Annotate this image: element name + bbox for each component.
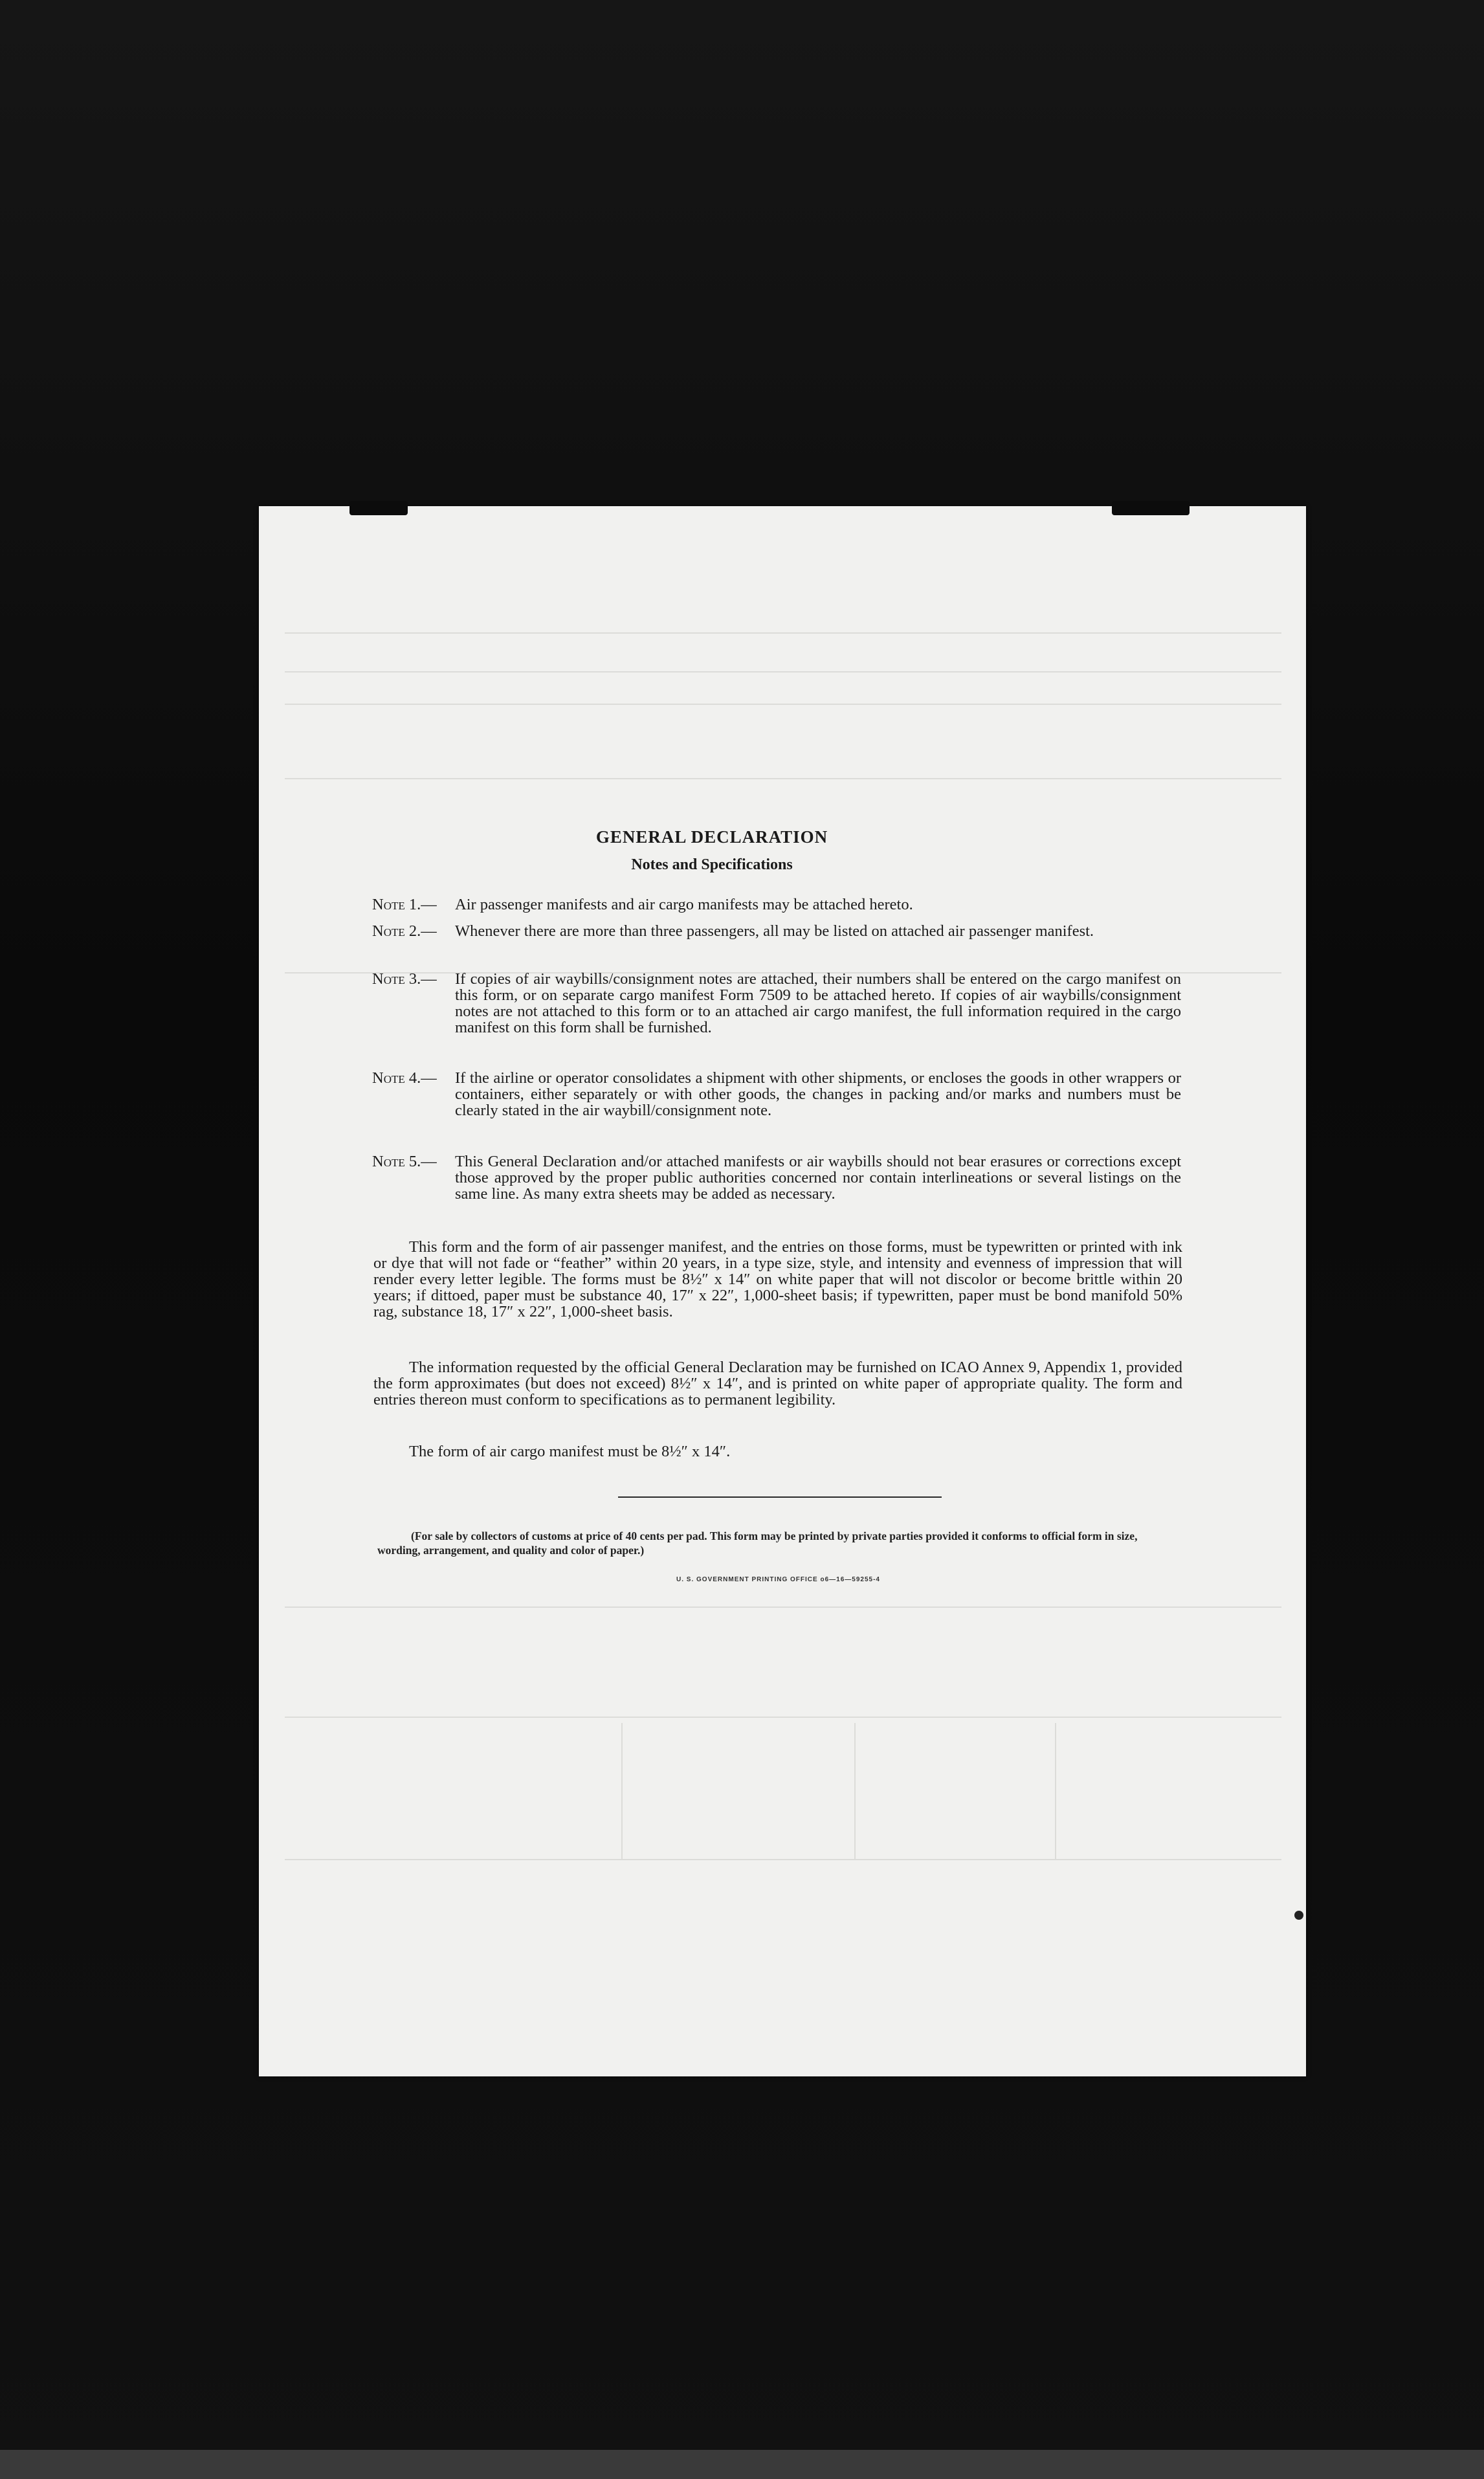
bleed-through-line [285,632,1281,634]
note-4 [372,1070,1181,1144]
bleed-through-line [1055,1723,1056,1859]
note-3 [372,971,1181,1062]
note-label: Note 1.— [372,896,437,913]
note-1 [372,896,1181,916]
page-title: GENERAL DECLARATION [595,827,828,847]
paragraph-form-specifications: This form and the form of air passenger manifest, and the entries on those forms, must be typewritten or printed with ink or dye that will not fade or “feather” within 20 years, in a type size, style, and intensity and evenness of impression that will render every letter legible. The forms must be 8½″ x 14″ on white paper that will not discolor or become brittle within 20 years; if dittoed, paper must be substance 40, 17″ x 22″, 1,000-sheet basis; if typewritten, paper must be bond manifold 50% rag, substance 18, 17″ x 22″, 1,000-sheet basis. [373,1238,1182,1320]
note-label: Note 5.— [372,1153,437,1170]
note-text: Whenever there are more than three passengers, all may be listed on attached air passenger manifest. [455,922,1094,940]
note-text: Air passenger manifests and air cargo manifests may be attached hereto. [455,896,913,913]
paragraph-icao-annex: The information requested by the official General Declaration may be furnished on ICAO Annex 9, Appendix 1, provided the form approximates (but does not exceed) 8½″ x 14″, and is printed on white paper of appropriate quality. The form and entries thereon must conform to specifications as to permanent legibility. [373,1359,1182,1408]
note-label: Note 3.— [372,970,437,988]
note-text: If copies of air waybills/consignment notes are attached, their numbers shall be entered on the cargo manifest on this form, or on separate cargo manifest Form 7509 to be attached hereto. If copies of air waybills/consignment notes are not attached to this form or to an attached air cargo manifest, the full information required in the cargo manifest on this form shall be furnished. [455,970,1181,1036]
page-notch-right [1112,501,1190,515]
bleed-through-line [285,704,1281,705]
bleed-through-line [285,671,1281,673]
bleed-through-line [621,1723,623,1859]
bleed-through-line [854,1723,856,1859]
page-subtitle: Notes and Specifications [631,856,793,873]
note-text: This General Declaration and/or attached manifests or air waybills should not bear erasures or corrections except those approved by the proper public authorities concerned nor contain interlineations or several listings on the same line. As many extra sheets may be added as necessary. [455,1153,1181,1203]
bleed-through-line [285,778,1281,779]
note-2 [372,923,1181,959]
horizontal-rule [618,1496,942,1498]
note-text: If the airline or operator consolidates a shipment with other shipments, or encloses the goods in other wrappers or containers, either separately or with other goods, the changes in packing and/or marks and numbers must be clearly stated in the air waybill/consignment note. [455,1069,1181,1119]
printing-office-imprint: U. S. GOVERNMENT PRINTING OFFICE o6—16—59255-4 [676,1576,880,1583]
bleed-through-line [285,1859,1281,1860]
scan-speck [1294,1911,1303,1920]
note-label: Note 4.— [372,1069,437,1087]
page-notch-left [349,501,408,515]
sale-notice: (For sale by collectors of customs at price of 40 cents per pad. This form may be printed by private parties provided it conforms to official form in size, wording, arrangement, and quality and color of paper.) [377,1529,1138,1557]
bleed-through-line [285,1717,1281,1718]
note-label: Note 2.— [372,922,437,940]
note-5 [372,1153,1181,1228]
bleed-through-line [285,1606,1281,1608]
paragraph-cargo-manifest-size: The form of air cargo manifest must be 8½″ x 14″. [409,1443,731,1460]
scanner-edge-strip [0,2450,1484,2479]
